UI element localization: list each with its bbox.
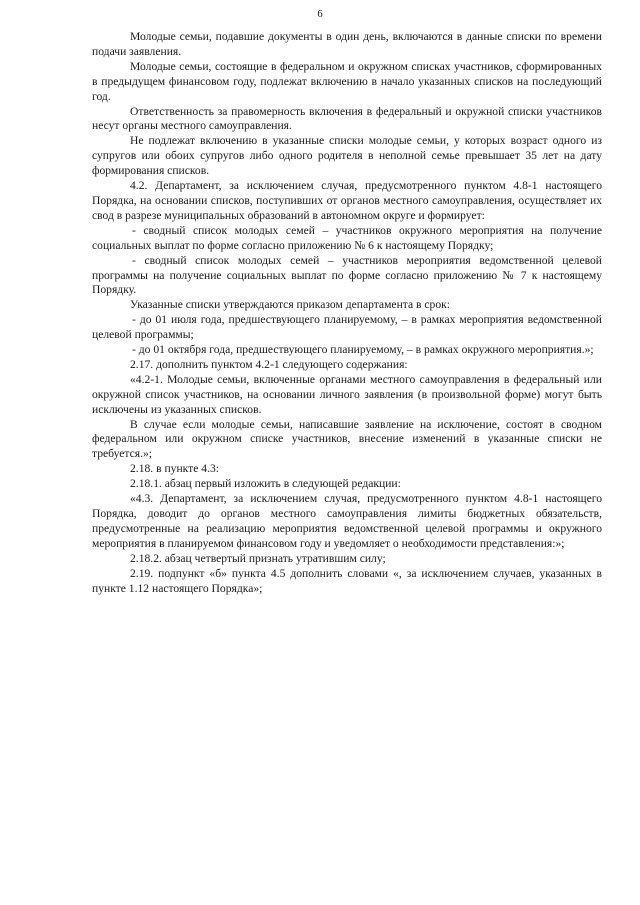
document-body bbox=[92, 30, 602, 596]
paragraph: 2.17. дополнить пунктом 4.2-1 следующего содержания: bbox=[130, 357, 408, 371]
paragraph: Ответственность за правомерность включения в федеральный и окружной списки участников несут органы местного самоуправления. bbox=[92, 104, 602, 133]
paragraph: В случае если молодые семьи, написавшие заявление на исключение, состоят в сводном федеральном или окружном списке участников, внесение изменений в указанные списки не требуется.»; bbox=[92, 417, 602, 461]
paragraph: Указанные списки утверждаются приказом департамента в срок: bbox=[130, 298, 450, 312]
paragraph: «4.2-1. Молодые семьи, включенные органами местного самоуправления в федеральный или окружной список участников, на основании личного заявления (в произвольной форме) могут быть исключены из указанных списков. bbox=[92, 372, 602, 416]
paragraph: Молодые семьи, состоящие в федеральном и окружном списках участников, сформированных в предыдущем финансовом году, подлежат включению в начало указанных списков на последующий год. bbox=[92, 59, 602, 103]
paragraph: 2.19. подпункт «б» пункта 4.5 дополнить словами «, за исключением случаев, указанных в пункте 1.12 настоящего Порядка»; bbox=[92, 566, 602, 595]
paragraph: Молодые семьи, подавшие документы в один день, включаются в данные списки по времени подачи заявления. bbox=[92, 30, 602, 58]
paragraph: «4.3. Департамент, за исключением случая, предусмотренного пунктом 4.8-1 настоящего Порядка, доводит до органов местного самоуправления лимиты бюджетных обязательств, предусмотренные на реализацию мероприятия ведомственной целевой программы и окружного мероприятия в планируемом финансовом году и уведомляет о необходимости представления:»; bbox=[92, 492, 602, 550]
paragraph: 2.18.2. абзац четвертый признать утратившим силу; bbox=[130, 551, 386, 565]
list-item: - сводный список молодых семей – участников окружного мероприятия на получение социальных выплат по форме согласно приложению № 6 к настоящему Порядку; bbox=[92, 223, 602, 252]
paragraph: 4.2. Департамент, за исключением случая, предусмотренного пунктом 4.8-1 настоящего Порядка, на основании списков, поступивших от органов местного самоуправления, осуществляет их свод в разрезе муниципальных образований в автономном округе и формирует: bbox=[92, 179, 602, 222]
paragraph: 2.18. в пункте 4.3: bbox=[130, 462, 219, 476]
paragraph: 2.18.1. абзац первый изложить в следующей редакции: bbox=[130, 477, 401, 491]
list-item: - до 01 июля года, предшествующего планируемому, – в рамках мероприятия ведомственной целевой программы; bbox=[92, 313, 602, 342]
list-item: - до 01 октября года, предшествующего планируемому, – в рамках окружного мероприятия.»; bbox=[132, 343, 594, 357]
page-number: 6 bbox=[317, 9, 323, 20]
list-item: - сводный список молодых семей – участников мероприятия ведомственной целевой программы на получение социальных выплат по форме согласно приложению № 7 к настоящему Порядку. bbox=[92, 253, 602, 297]
paragraph: Не подлежат включению в указанные списки молодые семьи, у которых возраст одного из супругов или обоих супругов либо одного родителя в неполной семье превышает 35 лет на дату формирования списков. bbox=[92, 134, 602, 178]
